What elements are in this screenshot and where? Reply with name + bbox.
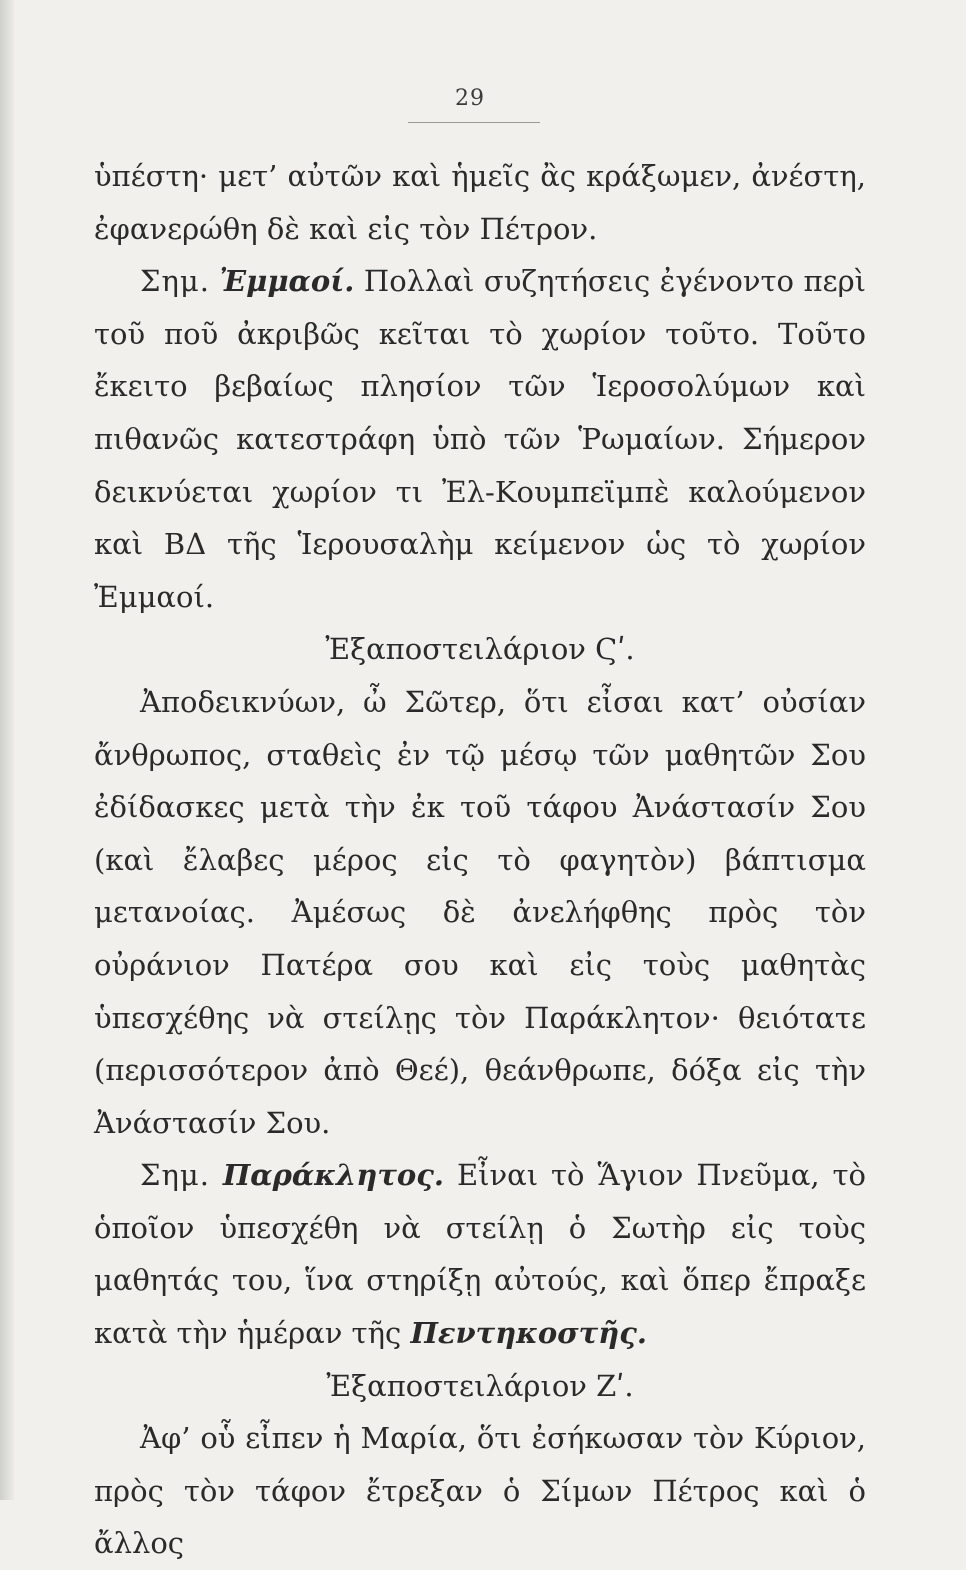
note-emmaus — [94, 255, 866, 623]
section-heading-7: Ἐξαποστειλάριον Ζʹ. — [326, 1368, 634, 1403]
note-label: Σημ. — [140, 264, 210, 299]
note-text: Πολλαὶ συζητήσεις ἐγένοντο περὶ τοῦ ποῦ ἀκριβῶς κεῖται τὸ χωρίον τοῦτο. Τοῦτο ἔκειτο βεβαίως πλησίον τῶν Ἱεροσολύμων καὶ πιθανῶς κατεστράφη ὑπὸ τῶν Ῥωμαίων. Σήμερον δεικνύεται χωρίον τι Ἐλ-Κουμπεϊμπὲ καλούμενον καὶ ΒΔ τῆς Ἱερουσαλὴμ κείμενον ὡς τὸ χωρίον Ἐμμαοί. — [94, 264, 866, 614]
paragraph-hymn-7: Ἀφ’ οὗ εἶπεν ἡ Μαρία, ὅτι ἐσήκωσαν τὸν Κύριον, πρὸς τὸν τάφον ἔτρεξαν ὁ Σίμων Πέτρος καὶ ὁ ἄλλος — [94, 1421, 866, 1561]
note-term: Παράκλητος. — [222, 1158, 444, 1193]
note-paraclete — [94, 1149, 866, 1359]
header-rule — [408, 122, 540, 123]
paragraph-hymn-6: Ἀποδεικνύων, ὦ Σῶτερ, ὅτι εἶσαι κατ’ οὐσίαν ἄνθρωπος, σταθεὶς ἐν τῷ μέσῳ τῶν μαθητῶν Σου ἐδίδασκες μετὰ τὴν ἐκ τοῦ τάφου Ἀνάστασίν Σου (καὶ ἔλαβες μέρος εἰς τὸ φαγητὸν) βάπτισμα μετανοίας. Ἀμέσως δὲ ἀνελήφθης πρὸς τὸν οὐράνιον Πατέρα σου καὶ εἰς τοὺς μαθητὰς ὑπεσχέθης νὰ στείλῃς τὸν Παράκλητον· θειότατε (περισσότερον ἀπὸ Θεέ), θεάνθρωπε, δόξα εἰς τὴν Ἀνάστασίν Σου. — [94, 684, 866, 1140]
note-term: Ἐμμαοί. — [219, 264, 355, 299]
note-term-pentecost: Πεντηκοστῆς. — [410, 1316, 647, 1351]
page-spine-shadow — [0, 0, 14, 1500]
page-number: 29 — [455, 86, 485, 111]
note-text: Εἶναι τὸ Ἅγιον Πνεῦμα, τὸ ὁποῖον ὑπεσχέθη νὰ στείλῃ ὁ Σωτὴρ εἰς τοὺς μαθητάς του, ἵνα στηρίξῃ αὐτούς, καὶ ὅπερ ἔπραξε κατὰ τὴν ἡμέραν τῆς — [94, 1158, 866, 1351]
paragraph-continuation: ὑπέστη· μετ’ αὐτῶν καὶ ἡμεῖς ἂς κράξωμεν, ἀνέστη, ἐφανερώθη δὲ καὶ εἰς τὸν Πέτρον. — [94, 159, 866, 246]
note-label: Σημ. — [140, 1158, 210, 1193]
section-heading-6: Ἐξαποστειλάριον Ϛʹ. — [325, 632, 635, 667]
text-body — [94, 150, 866, 1570]
